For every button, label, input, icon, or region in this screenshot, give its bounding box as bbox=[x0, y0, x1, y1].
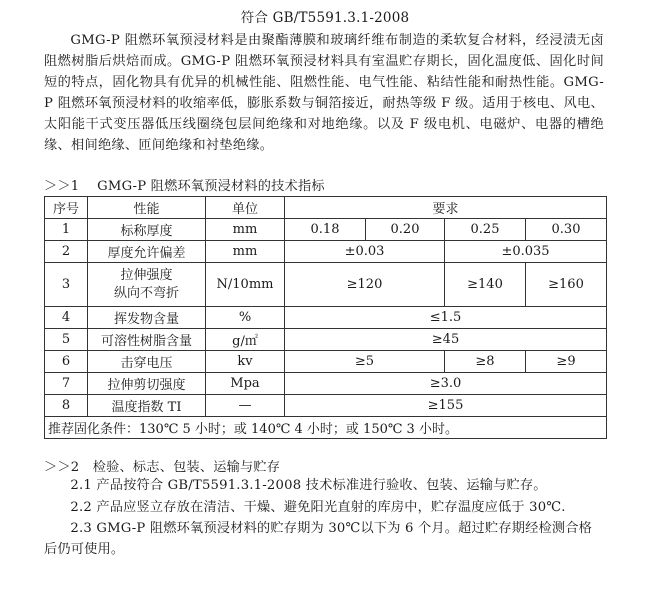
table-row bbox=[45, 329, 607, 351]
row-no: 8 bbox=[45, 395, 88, 417]
paragraph-2-3: 2.3 GMG-P 阻燃环氧预浸材料的贮存期为 30℃以下为 6 个月。超过贮存期经检测合格后仍可使用。 bbox=[44, 521, 593, 557]
row-unit: Mpa bbox=[206, 373, 285, 395]
row-property: 厚度允许偏差 bbox=[88, 241, 206, 263]
row-value: ±0.03 bbox=[285, 241, 445, 263]
row-property: 可溶性树脂含量 bbox=[88, 329, 206, 351]
row-unit: kv bbox=[206, 351, 285, 373]
row-value: 0.30 bbox=[526, 219, 607, 241]
table-row bbox=[45, 307, 607, 329]
row-unit: g/㎡ bbox=[206, 329, 285, 351]
row-unit: mm bbox=[206, 241, 285, 263]
table-header-row bbox=[45, 197, 607, 219]
row-no: 5 bbox=[45, 329, 88, 351]
row-no: 1 bbox=[45, 219, 88, 241]
header-requirement: 要求 bbox=[285, 197, 607, 219]
row-property: 挥发物含量 bbox=[88, 307, 206, 329]
row-value: ≥9 bbox=[526, 351, 607, 373]
intro-paragraph: GMG-P 阻燃环氧预浸材料是由聚酯薄膜和玻璃纤维布制造的柔软复合材料，经浸渍无卤阻燃树脂后烘焙而成。GMG-P 阻燃环氧预浸材料具有室温贮存期长，固化温度低、固化时间短的特点，固化物具有优异的机械性能、阻燃性能、电气性能、粘结性能和耐热性能。GMG-P 阻燃环氧预浸材料的收缩率低，膨胀系数与铜箔接近，耐热等级 F 级。适用于核电、风电、太阳能干式变压器低压线圈绕包层间绝缘和对地绝缘。以及 F 级电机、电磁炉、电器的槽绝缘、相间绝缘、匝间绝缘和衬垫绝缘。 bbox=[44, 33, 604, 153]
section-1-heading: ＞＞1 GMG-P 阻燃环氧预浸材料的技术指标 bbox=[44, 179, 325, 194]
row-value: ≥3.0 bbox=[285, 373, 607, 395]
header-no: 序号 bbox=[45, 197, 88, 219]
row-no: 6 bbox=[45, 351, 88, 373]
row-property: 击穿电压 bbox=[88, 351, 206, 373]
header-unit: 单位 bbox=[206, 197, 285, 219]
table-note-row bbox=[45, 417, 607, 439]
row-property bbox=[88, 263, 206, 307]
table-row bbox=[45, 373, 607, 395]
row-property: 标称厚度 bbox=[88, 219, 206, 241]
row-value: ≥5 bbox=[285, 351, 445, 373]
table-row bbox=[45, 263, 607, 307]
curing-note: 推荐固化条件：130℃ 5 小时；或 140℃ 4 小时；或 150℃ 3 小时。 bbox=[45, 417, 607, 439]
page-title: 符合 GB/T5591.3.1-2008 bbox=[240, 10, 410, 26]
paragraph-2-2: 2.2 产品应竖立存放在清洁、干燥、避免阳光直射的库房中，贮存温度应低于 30℃. bbox=[70, 500, 566, 515]
row-value: 0.18 bbox=[285, 219, 366, 241]
row-value: ≤1.5 bbox=[285, 307, 607, 329]
row-value: 0.25 bbox=[445, 219, 526, 241]
row-value: ±0.035 bbox=[445, 241, 607, 263]
row-value: ≥140 bbox=[445, 263, 526, 307]
table-row bbox=[45, 395, 607, 417]
row-unit: N/10mm bbox=[206, 263, 285, 307]
table-row bbox=[45, 351, 607, 373]
row-property-line: 纵向不弯折 bbox=[113, 285, 179, 301]
row-unit: % bbox=[206, 307, 285, 329]
row-value: ≥120 bbox=[285, 263, 445, 307]
row-property: 温度指数 TI bbox=[88, 395, 206, 417]
row-no: 3 bbox=[45, 263, 88, 307]
header-property: 性能 bbox=[88, 197, 206, 219]
row-no: 2 bbox=[45, 241, 88, 263]
row-unit: mm bbox=[206, 219, 285, 241]
row-unit: — bbox=[206, 395, 285, 417]
paragraph-2-1: 2.1 产品按符合 GB/T5591.3.1-2008 技术标准进行验收、包装、运输与贮存。 bbox=[70, 478, 547, 493]
table-row bbox=[45, 219, 607, 241]
row-property-line: 拉伸强度 bbox=[120, 267, 173, 283]
row-value: ≥8 bbox=[445, 351, 526, 373]
row-no: 4 bbox=[45, 307, 88, 329]
row-property: 拉伸剪切强度 bbox=[88, 373, 206, 395]
section-2-heading: ＞＞2 检验、标志、包装、运输与贮存 bbox=[44, 460, 281, 475]
row-value: ≥160 bbox=[526, 263, 607, 307]
row-no: 7 bbox=[45, 373, 88, 395]
table-row bbox=[45, 241, 607, 263]
row-value: ≥45 bbox=[285, 329, 607, 351]
row-value: 0.20 bbox=[366, 219, 445, 241]
row-value: ≥155 bbox=[285, 395, 607, 417]
spec-table bbox=[44, 196, 607, 439]
